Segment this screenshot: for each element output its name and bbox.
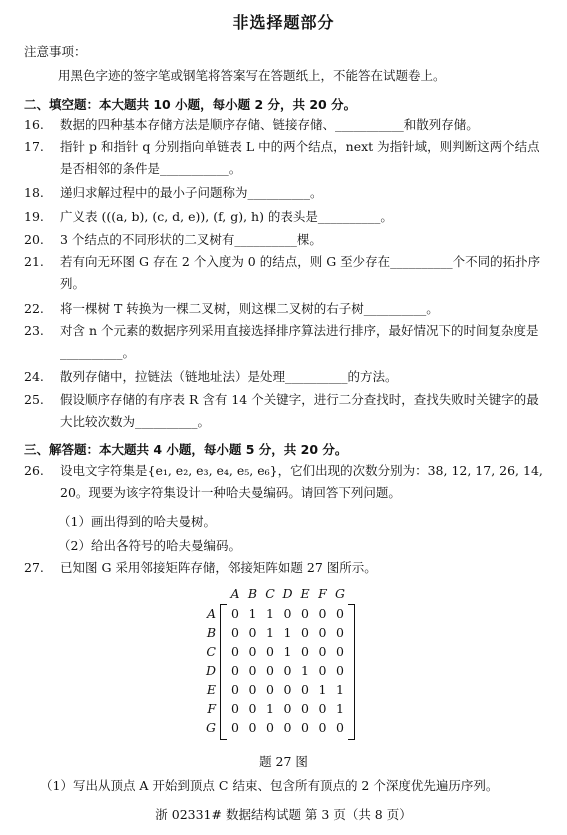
matrix-cell: 0 (231, 720, 239, 735)
matrix-cell: 0 (336, 663, 344, 678)
question-25 (24, 389, 546, 433)
matrix-cell: 0 (318, 720, 327, 735)
question-21 (24, 251, 546, 295)
matrix-cell: 0 (301, 644, 309, 659)
matrix-row-label: A (206, 606, 216, 621)
matrix-cell: 0 (266, 682, 274, 697)
matrix-cell: 0 (283, 701, 292, 716)
question-text: 散列存储中，拉链法（链地址法）是处理__________的方法。 (60, 369, 398, 384)
matrix-column-label: E (300, 586, 310, 601)
question-number: 20. (24, 232, 44, 247)
matrix-cell: 0 (301, 682, 309, 697)
question-24 (24, 366, 546, 388)
matrix-cell: 0 (231, 663, 239, 678)
page-footer: 浙 02331# 数据结构试题 第 3 页（共 8 页） (155, 807, 412, 822)
matrix-cell: 1 (283, 625, 292, 640)
matrix-column-label: D (282, 586, 293, 601)
matrix-cell: 0 (318, 625, 327, 640)
matrix-cell: 0 (266, 720, 274, 735)
matrix-column-label: C (265, 586, 275, 601)
question-number: 27. (24, 560, 44, 575)
matrix-row-label: B (206, 625, 216, 640)
matrix-cell: 0 (248, 663, 257, 678)
matrix-cell: 1 (266, 606, 274, 621)
question-text: 将一棵树 T 转换为一棵二叉树，则这棵二叉树的右子树__________。 (60, 301, 439, 316)
matrix-cell: 1 (248, 606, 257, 621)
matrix-cell: 0 (336, 606, 344, 621)
matrix-left-bracket (220, 604, 227, 740)
question-number: 21. (24, 254, 44, 269)
matrix-column-label: A (230, 586, 240, 601)
matrix-row-label: F (207, 701, 216, 716)
question-16 (24, 114, 546, 136)
matrix-cell: 0 (248, 720, 257, 735)
question-number: 26. (24, 463, 44, 478)
matrix-cell: 0 (336, 644, 344, 659)
question-text: 广义表 (((a, b), (c, d, e)), (f, g), h) 的表头是__________。 (60, 209, 393, 224)
matrix-cell: 0 (231, 701, 239, 716)
matrix-cell: 0 (283, 720, 292, 735)
matrix-cell: 0 (301, 720, 309, 735)
matrix-cell: 1 (301, 663, 309, 678)
question-26 (24, 460, 546, 504)
question-text: 3 个结点的不同形状的二叉树有__________棵。 (60, 232, 322, 247)
question-27-part-1: （1）写出从顶点 A 开始到顶点 C 结束、包含所有顶点的 2 个深度优先遍历序列。 (40, 778, 499, 793)
question-text: 设电文字符集是{e₁, e₂, e₃, e₄, e₅, e₆}，它们出现的次数分别为：38, 12, 17, 26, 14, 20。现要为该字符集设计一种哈夫曼编码。请回答下列问题。 (60, 463, 543, 500)
question-text: 递归求解过程中的最小子问题称为__________。 (60, 185, 323, 200)
adjacency-matrix (198, 586, 368, 746)
question-17 (24, 136, 546, 180)
question-26-part-1: （1）画出得到的哈夫曼树。 (58, 514, 216, 529)
matrix-row-label: G (206, 720, 216, 735)
question-19 (24, 206, 546, 228)
matrix-cell: 0 (283, 682, 292, 697)
matrix-column-label: G (335, 586, 345, 601)
question-number: 22. (24, 301, 44, 316)
question-text: 已知图 G 采用邻接矩阵存储，邻接矩阵如题 27 图所示。 (60, 560, 377, 575)
matrix-cell: 0 (231, 625, 239, 640)
matrix-cell: 1 (336, 682, 344, 697)
matrix-cell: 0 (248, 701, 257, 716)
matrix-cell: 1 (318, 682, 327, 697)
matrix-cell: 0 (301, 625, 309, 640)
matrix-cell: 0 (231, 644, 239, 659)
notice-heading: 注意事项： (24, 44, 87, 59)
matrix-cell: 0 (283, 663, 292, 678)
matrix-cell: 1 (266, 625, 274, 640)
matrix-cell: 0 (318, 663, 327, 678)
matrix-cell: 0 (231, 682, 239, 697)
question-26-part-2: （2）给出各符号的哈夫曼编码。 (58, 538, 241, 553)
notice-body: 用黑色字迹的签字笔或钢笔将答案写在答题纸上，不能答在试题卷上。 (58, 68, 446, 83)
matrix-cell: 0 (318, 644, 327, 659)
question-text: 指针 p 和指针 q 分别指向单链表 L 中的两个结点，next 为指针域，则判断这两个结点是否相邻的条件是___________。 (60, 139, 540, 176)
matrix-column-label: F (318, 586, 327, 601)
section-answer-heading: 三、解答题：本大题共 4 小题，每小题 5 分，共 20 分。 (24, 442, 348, 457)
matrix-cell: 1 (336, 701, 344, 716)
question-number: 25. (24, 392, 44, 407)
question-18 (24, 182, 546, 204)
matrix-cell: 0 (318, 701, 327, 716)
matrix-cell: 0 (301, 606, 309, 621)
matrix-cell: 0 (231, 606, 239, 621)
question-20 (24, 229, 546, 251)
matrix-column-label: B (247, 586, 258, 601)
matrix-cell: 0 (336, 625, 344, 640)
matrix-row-label: E (206, 682, 216, 697)
matrix-cell: 1 (283, 644, 292, 659)
question-number: 17. (24, 139, 44, 154)
question-text: 对含 n 个元素的数据序列采用直接选择排序算法进行排序，最好情况下的时间复杂度是__________。 (60, 323, 539, 360)
matrix-cell: 0 (266, 644, 274, 659)
matrix-cell: 0 (301, 701, 309, 716)
question-text: 数据的四种基本存储方法是顺序存储、链接存储、___________和散列存储。 (60, 117, 479, 132)
matrix-cell: 1 (266, 701, 274, 716)
page-title: 非选择题部分 (232, 13, 335, 32)
section-fill-in-heading: 二、填空题：本大题共 10 小题，每小题 2 分，共 20 分。 (24, 97, 357, 112)
question-number: 19. (24, 209, 44, 224)
question-number: 24. (24, 369, 44, 384)
matrix-cell: 0 (336, 720, 344, 735)
question-number: 18. (24, 185, 44, 200)
matrix-cell: 0 (266, 663, 274, 678)
question-27 (24, 557, 546, 579)
question-22 (24, 298, 546, 320)
matrix-row-label: D (205, 663, 216, 678)
matrix-row-label: C (206, 644, 216, 659)
matrix-cell: 0 (283, 606, 292, 621)
matrix-cell: 0 (248, 644, 257, 659)
question-text: 若有向无环图 G 存在 2 个入度为 0 的结点，则 G 至少存在__________个不同的拓扑序列。 (60, 254, 541, 291)
matrix-cell: 0 (248, 625, 257, 640)
matrix-right-bracket (348, 604, 355, 740)
question-text: 假设顺序存储的有序表 R 含有 14 个关键字，进行二分查找时，查找失败时关键字的最大比较次数为__________。 (60, 392, 539, 429)
matrix-cell: 0 (248, 682, 257, 697)
figure-caption: 题 27 图 (259, 754, 308, 769)
question-23 (24, 320, 546, 364)
question-number: 23. (24, 323, 44, 338)
matrix-cell: 0 (318, 606, 327, 621)
question-number: 16. (24, 117, 44, 132)
